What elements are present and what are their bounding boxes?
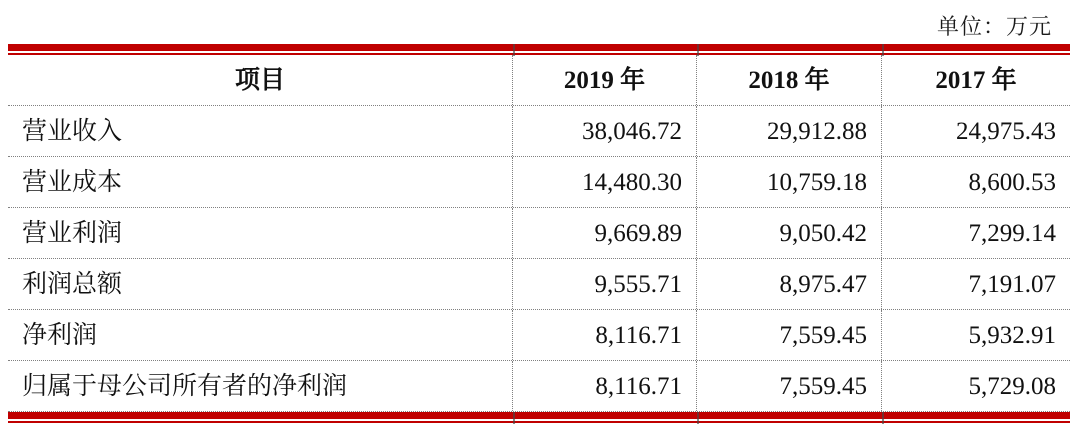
item-cell: 净利润 (8, 310, 513, 360)
financial-table (8, 44, 1070, 423)
value-cell-2017: 5,729.08 (968, 372, 1056, 400)
column-header-2019: 2019 年 (513, 55, 697, 105)
item-cell: 营业成本 (8, 157, 513, 207)
value-cell-2019: 9,669.89 (513, 208, 697, 258)
table-bottom-border (8, 411, 1070, 423)
value-cell-2019: 8,116.71 (513, 310, 697, 360)
bottom-border-seam-3 (882, 412, 884, 424)
value-cell-2017: 24,975.43 (956, 117, 1056, 145)
value-cell-2018: 9,050.42 (697, 208, 882, 258)
unit-label: 单位：万元 (936, 14, 1052, 39)
item-cell: 营业收入 (8, 106, 513, 156)
value-cell-2017: 8,600.53 (968, 168, 1056, 196)
bottom-border-thin-line (8, 421, 1070, 423)
column-header-2017: 2017 年 (935, 66, 1017, 94)
table-header-row (8, 55, 1070, 105)
top-border-thin-line (8, 53, 1070, 55)
top-border-seam-1 (513, 44, 515, 56)
bottom-border-seam-1 (513, 412, 515, 424)
bottom-border-thick-line (8, 412, 1070, 419)
table-row (8, 360, 1070, 411)
top-border-thick-line (8, 44, 1070, 51)
top-border-seam-3 (882, 44, 884, 56)
value-cell-2018: 29,912.88 (697, 106, 882, 156)
value-cell-2018: 10,759.18 (697, 157, 882, 207)
item-cell: 归属于母公司所有者的净利润 (8, 361, 513, 411)
value-cell-2018: 7,559.45 (697, 310, 882, 360)
value-cell-2017: 5,932.91 (968, 321, 1056, 349)
value-cell-2018: 8,975.47 (697, 259, 882, 309)
bottom-border-seam-2 (697, 412, 699, 424)
value-cell-2019: 14,480.30 (513, 157, 697, 207)
value-cell-2019: 8,116.71 (513, 361, 697, 411)
table-row (8, 258, 1070, 309)
table-top-border (8, 44, 1070, 55)
column-header-2018: 2018 年 (697, 55, 882, 105)
value-cell-2019: 38,046.72 (513, 106, 697, 156)
value-cell-2017: 7,191.07 (968, 270, 1056, 298)
table-row (8, 207, 1070, 258)
item-cell: 营业利润 (8, 208, 513, 258)
value-cell-2017: 7,299.14 (968, 219, 1056, 247)
value-cell-2019: 9,555.71 (513, 259, 697, 309)
table-row (8, 105, 1070, 156)
table-row (8, 156, 1070, 207)
top-border-seam-2 (697, 44, 699, 56)
value-cell-2018: 7,559.45 (697, 361, 882, 411)
column-header-item: 项目 (8, 55, 513, 105)
item-cell: 利润总额 (8, 259, 513, 309)
table-row (8, 309, 1070, 360)
